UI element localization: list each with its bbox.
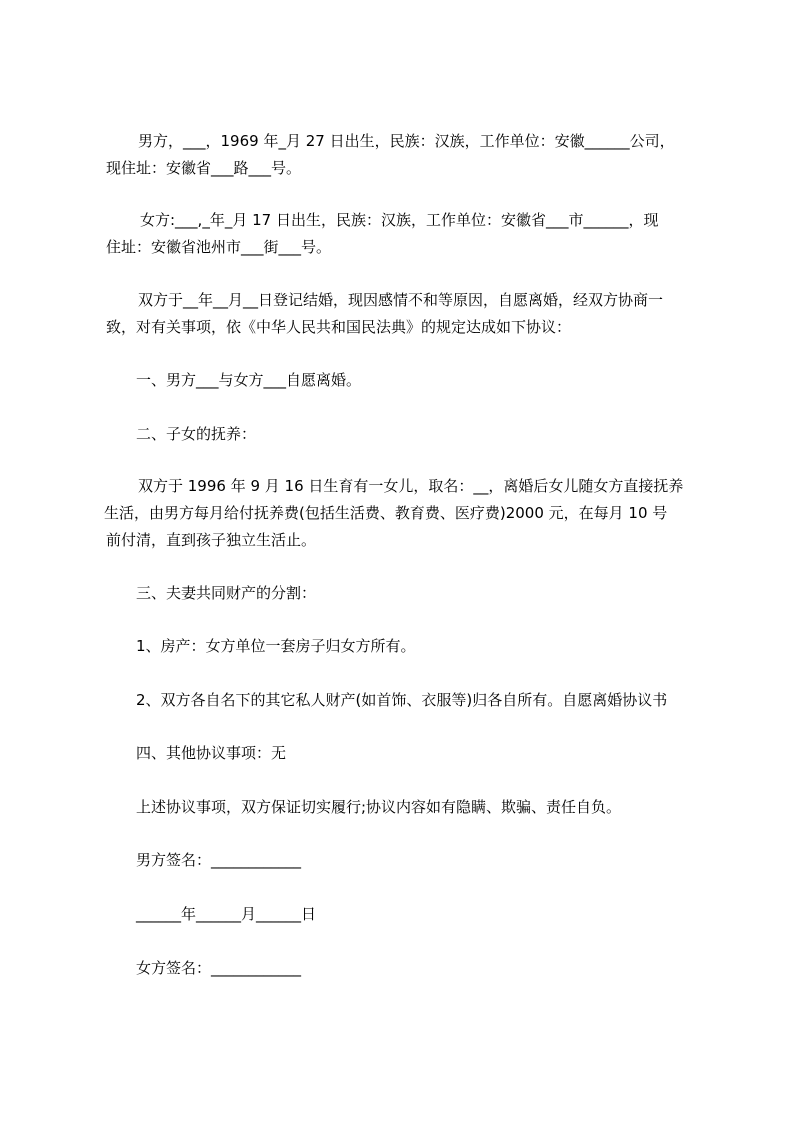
paragraph-clause-3-item-1 (136, 633, 708, 660)
paragraph-male-info (106, 128, 708, 182)
male-signature-line: 男方签名：____________ (136, 851, 302, 869)
date-line: ______年______月______日 (136, 905, 317, 923)
paragraph-clause-3-title (136, 580, 708, 607)
text-line: 上述协议事项，双方保证切实履行;协议内容如有隐瞒、欺骗、责任自负。 (136, 798, 622, 816)
female-signature-line: 女方签名：____________ (136, 959, 302, 977)
paragraph-clause-1 (136, 367, 708, 394)
text-line: 二、子女的抚养： (136, 425, 257, 443)
text-line: 一、男方___与女方___自愿离婚。 (136, 371, 362, 389)
text-line: 三、夫妻共同财产的分割： (136, 584, 317, 602)
paragraph-clause-4 (136, 740, 708, 767)
paragraph-clause-3-item-2 (136, 687, 708, 714)
paragraph-guarantee (136, 794, 708, 821)
paragraph-female-info (106, 207, 708, 261)
paragraph-clause-2-body (104, 473, 708, 554)
text-line: 住址：安徽省池州市___街___号。 (106, 238, 332, 256)
text-line: 生活，由男方每月给付抚养费(包括生活费、教育费、医疗费)2000 元，在每月 10 号 (104, 504, 668, 522)
text-line: 前付清，直到孩子独立生活止。 (106, 531, 317, 549)
paragraph-clause-2-title (136, 421, 708, 448)
text-line: 致，对有关事项，依《中华人民共和国民法典》的规定达成如下协议： (106, 318, 572, 336)
text-line: 1、房产：女方单位一套房子归女方所有。 (136, 637, 416, 655)
paragraph-intro (106, 287, 708, 341)
paragraph-female-signature (136, 955, 708, 982)
text-line: 双方于 1996 年 9 月 16 日生育有一女儿，取名：__，离婚后女儿随女方直接抚养 (138, 477, 684, 495)
text-line: 四、其他协议事项：无 (136, 744, 287, 762)
text-line: 女方:___,_年_月 17 日出生，民族：汉族，工作单位：安徽省___市______，现 (140, 211, 659, 229)
text-line: 男方，___，1969 年_月 27 日出生，民族：汉族，工作单位：安徽______公司， (138, 132, 675, 150)
text-line: 2、双方各自名下的其它私人财产(如首饰、衣服等)归各自所有。自愿离婚协议书 (136, 691, 668, 709)
paragraph-male-signature (136, 847, 708, 874)
text-line: 现住址：安徽省___路___号。 (106, 159, 302, 177)
text-line: 双方于__年__月__日登记结婚，现因感情不和等原因，自愿离婚，经双方协商一 (138, 291, 664, 309)
paragraph-date (136, 901, 708, 928)
